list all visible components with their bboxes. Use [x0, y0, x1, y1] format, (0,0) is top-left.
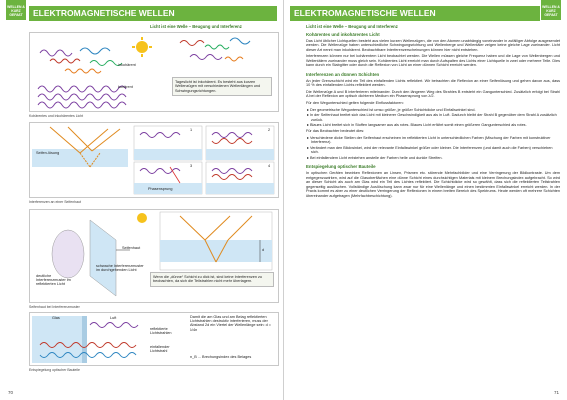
panel-number-1: 1	[190, 128, 193, 132]
sun-icon	[137, 213, 147, 223]
label-soap-skin: Seifenhaut	[122, 246, 141, 250]
panel-number-3: 3	[190, 164, 193, 168]
label-reflected: reflektierte Lichtstrahlen	[150, 327, 172, 336]
heading-antireflection: Entspiegelung optischer Bauteile	[306, 164, 376, 170]
tab-label-line2: KURZ GEFAßT	[9, 9, 23, 17]
right-page	[284, 0, 567, 400]
panel-number-4: 4	[268, 164, 271, 168]
section-tab[interactable]	[541, 0, 561, 20]
sun-icon	[136, 41, 148, 53]
label-coherent: kohärent	[118, 85, 133, 89]
caption-figure4: Entspiegelung optischer Bauteile	[29, 368, 80, 372]
bullet-item: ▸ In der Seifenhaut breitet sich das Licht mit kleinerer Geschwindigkeit aus als in Luft. Dadurch bleibt der Strahl B gegenüber dem Strahl A zusätzlich zurück.	[307, 113, 557, 122]
figure-coherent-light	[29, 32, 279, 112]
tab-label-line1: WELLEN &	[7, 5, 25, 9]
soap-film-diagram	[30, 123, 278, 197]
bullet-item: ▸ Bei einfallendem Licht entstehen anstelle der Farben helle und dunkle Streifen.	[307, 155, 443, 160]
waves-illustration	[30, 33, 278, 111]
label-air: Luft	[110, 316, 117, 320]
note-thin-layer: Wenn die „dünne“ Schicht zu dick ist, sind keine Interferenzen zu beobachten, da sich die Teilstrahlen nicht mehr überlagern.	[150, 272, 274, 287]
bullet-item: ▸ Der geometrische Wegunterschied ist umso größer, je größer Schichtdicke und Einfallswinkel sind.	[307, 107, 476, 112]
panel-number-2: 2	[268, 128, 271, 132]
page-subtitle: Licht ist eine Welle – Beugung und Interferenz	[150, 24, 242, 29]
heading-thin-layers: Interferenzen an dünnen Schichten	[306, 72, 380, 78]
label-soap-solution: Seifen-lösung	[36, 151, 60, 155]
note-refractive-index: n_B ... Brechungsindex des Belages	[190, 355, 252, 359]
page-title: ELEKTROMAGNETISCHE WELLEN	[29, 6, 277, 21]
label-weak-pattern: schwache Interferenzmuster im durchgehenden Licht	[96, 264, 144, 273]
note-daylight: Tageslicht ist inkohärent. Es besteht aus kurzen Wellenzügen mit verschiedenen Wellenlängen und Schwingungsrichtungen.	[172, 77, 272, 96]
section-tab[interactable]	[6, 0, 26, 20]
tab-label-line1: WELLEN &	[542, 5, 560, 9]
label-incoherent: inkohärent	[118, 63, 136, 67]
label-thickness-d: d	[262, 248, 265, 252]
bullet-item: ▸ Verändert man den Blickwinkel, wird der relevante Einfallswinkel größer oder kleiner. Die Interferenzen (und damit auch die Farben) verschieben sich.	[307, 145, 553, 155]
note-antireflection: Damit die am Glas und am Belag reflektierten Lichtstrahlen destruktiv interferieren, muss der Abstand 2d ein Viertel der Wellenlänge sein: d = λ/4n	[190, 315, 272, 332]
caption-figure3: Seifenhaut bei Interferenzmuster	[29, 305, 80, 309]
soap-film-interference-diagram	[30, 210, 278, 302]
right-text-column	[306, 28, 560, 201]
paragraph: Das Licht üblicher Lichtquellen besteht aus vielen kurzen Wellenzügen, die von den Atomen unabhängig voneinander in zufälliger Abfolge ausgesendet werden. Die Wellenzüge haben unterschiedliche Schwingungsrichtung und Wellenberge und Wellentäler zeigen keine gleiche Lage zueinander. Licht dieser Art nennt man inkohärent. Beobachtbare Interferenzerscheinungen können hier nicht entstehen.	[306, 38, 560, 52]
page-number-right: 71	[553, 390, 559, 395]
paragraph: Die Wellenzüge A und B interferieren miteinander. Durch den längeren Weg des Strahles B entsteht ein Gangunterschied. Zusätzlich erfolgt bei Strahl A bei der Reflexion am optisch dichteren Medium ein Phasensprung von λ/2.	[306, 89, 560, 99]
label-phase-jump: Phasensprung	[148, 187, 173, 191]
figure-soap-film	[29, 209, 279, 303]
paragraph: In optischen Geräten bewirken Reflexionen an Linsen, Prismen etc. störende Mehrfachbilder und eine Verringerung der Bildkontraste. Um dem entgegenzuwirken, wird auf die Glasoberflächen eine dünne Schicht eines durchsichtigen Materials mit kleinem Brechungsindex aufgebracht. So wird an dieser Schicht als auch am Glas wird ein Teil des Lichtes reflektiert. Die Schichtdicke wird so gewählt, dass sich die reflektierten Teilstrahlen gegenseitig auslöschen. Vollständige Auslöschung kann zwar nur für eine Wellenlänge und einen bestimmten Einfallswinkel erreicht werden. In der Praxis kommt es aber zu einer deutlichen Verringerung der Reflexionen in einem breiten Bereich des Spektrums. Heute werden oft mehrere Schichten übereinander aufgetragen (Mehrfachbeschichtung).	[306, 170, 560, 198]
paragraph: Für den Wegunterschied gelten folgende Einflussfaktoren:	[306, 100, 404, 105]
caption-figure2: Interferenzen an einer Seifenhaut	[29, 200, 81, 204]
paragraph: Für das Beobachter bedeutet dies:	[306, 128, 365, 133]
paragraph: Interferenzen können nur bei kohärentem Licht beobachtet werden. Die Wellen müssen gleiche Frequenz haben und die Lage von Wellenbergen und Wellentälern zueinander muss gleich sein. Kohärentes Licht erreicht man durch Aufspalten des Lichts einer Lichtquelle in zwei oder mehrere Teile. Dies kann durch ein Stabgitter oder durch die Reflexion von Licht an einer dünnen Schicht erreicht werden.	[306, 54, 560, 68]
figure-soap-interference	[29, 122, 279, 198]
bullet-item: ▸ Blaues Licht breitet sich in Stoffen langsamer aus als rotes. Blaues Licht erfährt somit einen größeren Gangunterschied als rotes.	[307, 123, 527, 128]
heading-coherent-light: Kohärentes und inkohärentes Licht	[306, 32, 380, 37]
page-title: ELEKTROMAGNETISCHE WELLEN	[290, 6, 540, 21]
soap-film-ring	[52, 230, 84, 278]
tab-label-line2: KURZ GEFAßT	[544, 9, 558, 17]
label-strong-pattern: deutliche Interferenzmuster im reflektierten Licht	[36, 274, 71, 287]
page-subtitle: Licht ist eine Welle – Beugung und Interferenz	[306, 24, 398, 29]
coating-layer	[82, 316, 87, 363]
figure-antireflection	[29, 312, 279, 366]
page-number-left: 70	[8, 390, 14, 395]
bullet-item: ▸ Verschiedene dicke Stellen der Seifenhaut erscheinen im reflektierten Licht in unterschiedlichen Farben (Mischung der Farben mit konstruktiver Interferenz).	[307, 135, 551, 145]
caption-figure1: Kohärentes und inkohärentes Licht	[29, 114, 84, 118]
label-glass: Glas	[52, 316, 60, 320]
label-incident: einfallender Lichtstrahl	[150, 345, 170, 354]
paragraph: An jeder Grenzschicht wird ein Teil des einfallenden Lichts reflektiert. Wir betrachten die Reflexion an einer Seifenlösung und gehen davon aus, dass 10 % des einfallenden Lichts reflektiert werden.	[306, 78, 560, 88]
